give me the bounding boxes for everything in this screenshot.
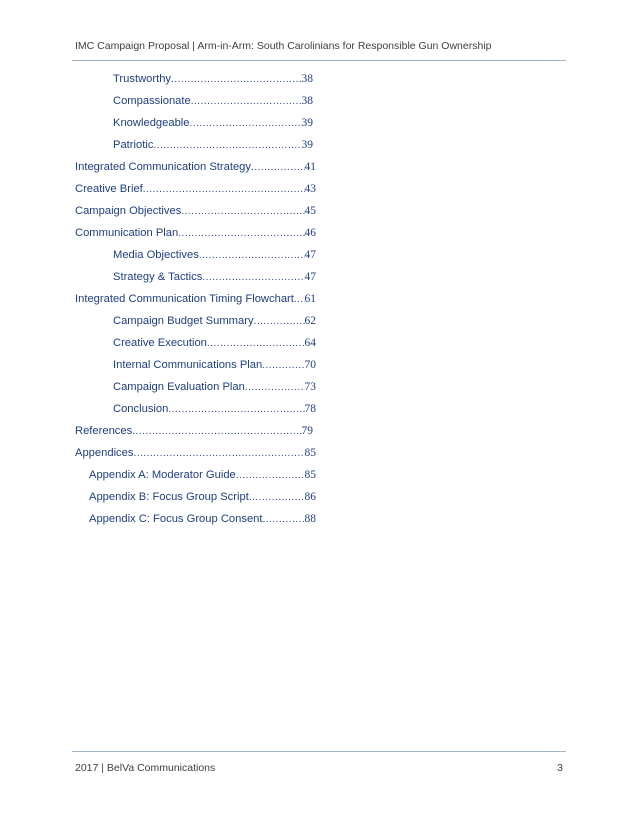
- toc-leader: [143, 184, 305, 195]
- toc-entry-label: Creative Brief: [75, 183, 143, 195]
- toc-entry-label: Campaign Budget Summary: [113, 315, 254, 327]
- toc-page-number: 64: [304, 337, 316, 349]
- toc-page-number: 43: [304, 183, 316, 195]
- header-divider: [72, 60, 566, 61]
- toc-entry[interactable]: [113, 139, 313, 159]
- toc-leader: [236, 470, 305, 481]
- footer-organization: 2017 | BelVa Communications: [75, 762, 216, 774]
- toc-entry-label: Integrated Communication Strategy: [75, 161, 251, 173]
- toc-entry[interactable]: [113, 95, 313, 115]
- toc-leader: [254, 316, 305, 327]
- toc-entry[interactable]: [75, 293, 316, 313]
- toc-entry[interactable]: [113, 73, 313, 93]
- toc-page-number: 38: [301, 73, 313, 85]
- toc-leader: [178, 228, 304, 239]
- toc-leader: [245, 382, 305, 393]
- toc-entry-label: References: [75, 425, 133, 437]
- toc-entry[interactable]: [113, 403, 316, 423]
- toc-entry[interactable]: [75, 205, 316, 225]
- toc-entry[interactable]: [113, 359, 316, 379]
- toc-entry-label: Campaign Evaluation Plan: [113, 381, 245, 393]
- toc-leader: [191, 96, 302, 107]
- toc-entry-label: Knowledgeable: [113, 117, 190, 129]
- toc-entry[interactable]: [89, 491, 316, 511]
- toc-leader: [199, 250, 305, 261]
- toc-entry[interactable]: [113, 315, 316, 335]
- toc-page-number: 70: [304, 359, 316, 371]
- toc-page-number: 88: [304, 513, 316, 525]
- toc-entry-label: Internal Communications Plan: [113, 359, 263, 371]
- toc-leader: [263, 514, 305, 525]
- toc-page-number: 39: [301, 117, 313, 129]
- toc-entry[interactable]: [89, 513, 316, 533]
- toc-entry-label: Integrated Communication Timing Flowchart: [75, 293, 294, 305]
- toc-entry-label: Strategy & Tactics: [113, 271, 203, 283]
- toc-entry[interactable]: [113, 381, 316, 401]
- footer-page-number: 3: [557, 762, 563, 774]
- toc-page-number: 85: [304, 469, 316, 481]
- toc-leader: [202, 272, 304, 283]
- toc-entry[interactable]: [113, 337, 316, 357]
- toc-leader: [262, 360, 304, 371]
- toc-entry-label: Trustworthy: [113, 73, 172, 85]
- toc-page-number: 47: [304, 271, 316, 283]
- toc-leader: [251, 162, 305, 173]
- toc-leader: [133, 448, 304, 459]
- toc-entry-label: Compassionate: [113, 95, 191, 107]
- toc-entry-label: Appendix C: Focus Group Consent: [89, 513, 263, 525]
- toc-leader: [132, 426, 301, 437]
- toc-entry[interactable]: [75, 425, 313, 445]
- toc-page-number: 73: [304, 381, 316, 393]
- toc-entry[interactable]: [75, 183, 316, 203]
- toc-page-number: 47: [304, 249, 316, 261]
- toc-page-number: 45: [304, 205, 316, 217]
- toc-page-number: 78: [304, 403, 316, 415]
- toc-entry-label: Conclusion: [113, 403, 169, 415]
- toc-entry[interactable]: [75, 161, 316, 181]
- toc-page-number: 62: [304, 315, 316, 327]
- toc-leader: [190, 118, 302, 129]
- toc-entry[interactable]: [113, 271, 316, 291]
- toc-entry[interactable]: [89, 469, 316, 489]
- toc-leader: [207, 338, 305, 349]
- toc-leader: [249, 492, 305, 503]
- toc-page-number: 41: [304, 161, 316, 173]
- toc-entry-label: Creative Execution: [113, 337, 207, 349]
- toc-entry-label: Campaign Objectives: [75, 205, 182, 217]
- toc-entry[interactable]: [75, 227, 316, 247]
- toc-entry-label: Media Objectives: [113, 249, 199, 261]
- toc-entry-label: Appendix B: Focus Group Script: [89, 491, 249, 503]
- footer-divider: [72, 751, 566, 752]
- toc-entry-label: Appendices: [75, 447, 134, 459]
- toc-entry[interactable]: [113, 249, 316, 269]
- toc-entry-label: Patriotic: [113, 139, 154, 151]
- toc-page-number: 85: [304, 447, 316, 459]
- toc-leader: [168, 404, 304, 415]
- toc-leader: [171, 74, 301, 85]
- toc-entry-label: Appendix A: Moderator Guide: [89, 469, 236, 481]
- toc-leader: [294, 294, 305, 305]
- toc-page-number: 46: [304, 227, 316, 239]
- toc-page-number: 38: [301, 95, 313, 107]
- toc-entry-label: Communication Plan: [75, 227, 179, 239]
- page-header: IMC Campaign Proposal | Arm-in-Arm: South Carolinians for Responsible Gun Ownership: [75, 40, 492, 52]
- toc-entry[interactable]: [113, 117, 313, 137]
- toc-page-number: 61: [304, 293, 316, 305]
- toc-page-number: 86: [304, 491, 316, 503]
- toc-page-number: 39: [301, 139, 313, 151]
- toc-page-number: 79: [301, 425, 313, 437]
- toc-leader: [153, 140, 301, 151]
- toc-entry[interactable]: [75, 447, 316, 467]
- toc-leader: [181, 206, 304, 217]
